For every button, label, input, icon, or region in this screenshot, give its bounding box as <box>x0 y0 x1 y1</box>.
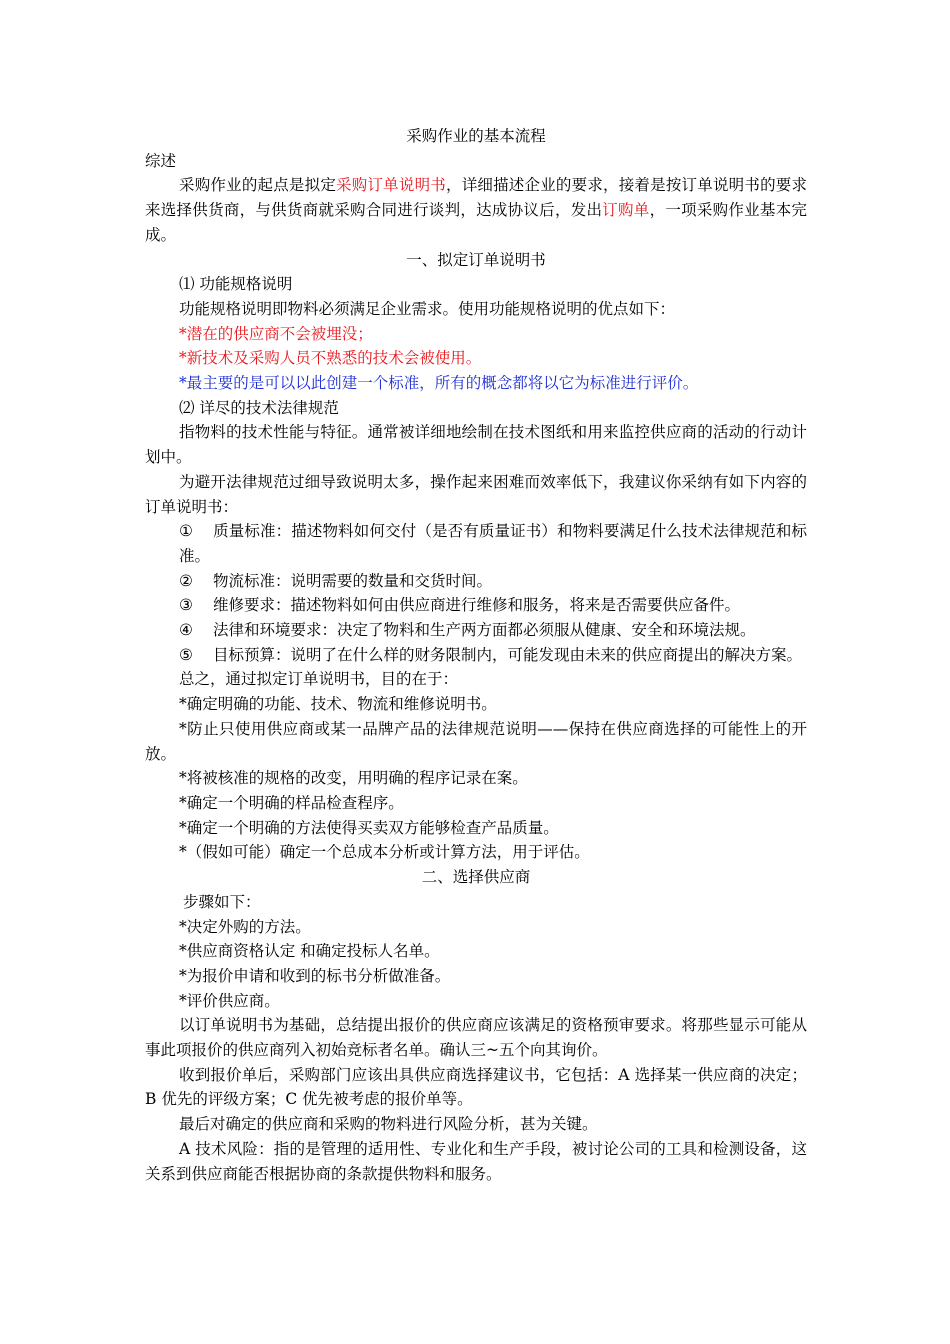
goal-item: *防止只使用供应商或某一品牌产品的法律规范说明——保持在供应商选择的可能性上的开放。 <box>145 719 807 763</box>
advantage-item: *新技术及采购人员不熟悉的技术会被使用。 <box>179 349 482 368</box>
advantage-item: *潜在的供应商不会被埋没； <box>179 324 373 343</box>
section1-sub1-title: ⑴ 功能规格说明 <box>179 275 293 294</box>
section2-paragraph: 收到报价单后，采购部门应该出具供应商选择建议书，它包括：A 选择某一供应商的决定；B 优先的评级方案；C 优先被考虑的报价单等。 <box>145 1065 807 1109</box>
section2-paragraph: A 技术风险：指的是管理的适用性、专业化和生产手段，被讨论公司的工具和检测设备，这关系到供应商能否根据协商的条款提供物料和服务。 <box>145 1139 807 1183</box>
overview-text-3: ，一项采购作业基本完成。 <box>145 201 807 244</box>
overview-paragraph <box>145 173 807 247</box>
section1-advice: 为避开法律规范过细导致说明太多，操作起来困难而效率低下，我建议你采纳有如下内容的订单说明书： <box>145 472 807 516</box>
section2-paragraph: 以订单说明书为基础，总结提出报价的供应商应该满足的资格预审要求。将那些显示可能从事此项报价的供应商列入初始竞标者名单。确认三~五个向其询价。 <box>145 1016 807 1060</box>
item-number: ② <box>179 571 193 590</box>
purchase-order-term: 订购单 <box>602 201 650 220</box>
section2-heading: 二、选择供应商 <box>421 868 531 887</box>
step-item: *供应商资格认定 和确定投标人名单。 <box>179 942 440 961</box>
item-number: ④ <box>179 621 193 640</box>
numbered-item <box>145 569 807 594</box>
numbered-item <box>145 618 807 643</box>
section2-paragraph: 最后对确定的供应商和采购的物料进行风险分析，甚为关键。 <box>179 1115 598 1134</box>
item-text: 目标预算：说明了在什么样的财务限制内，可能发现由未来的供应商提出的解决方案。 <box>213 645 803 664</box>
item-text: 法律和环境要求：决定了物料和生产两方面都必须服从健康、安全和环境法规。 <box>213 621 756 640</box>
section1-sub2-text: 指物料的技术性能与特征。通常被详细地绘制在技术图纸和用来监控供应商的活动的行动计划中。 <box>145 423 807 467</box>
numbered-item <box>145 593 807 618</box>
numbered-item <box>145 643 807 668</box>
overview-text-2: ，详细描述企业的要求，接着是按订单说明书的要求来选择供货商，与供货商就采购合同进行谈判，达成协议后，发出 <box>145 176 807 220</box>
item-number: ⑤ <box>179 645 193 664</box>
section1-sub1-text: 功能规格说明即物料必须满足企业需求。使用功能规格说明的优点如下： <box>179 299 676 318</box>
item-number: ① <box>179 522 193 541</box>
section2-steps-intro: 步骤如下： <box>183 892 261 911</box>
section1-sub2-title: ⑵ 详尽的技术法律规范 <box>179 398 339 417</box>
item-number: ③ <box>179 596 193 615</box>
goal-item: *确定一个明确的方法使得买卖双方能够检查产品质量。 <box>179 818 559 837</box>
advantage-item: *最主要的是可以以此创建一个标准，所有的概念都将以它为标准进行评价。 <box>179 374 699 393</box>
step-item: *为报价申请和收到的标书分析做准备。 <box>179 966 451 985</box>
section1-summary: 总之，通过拟定订单说明书，目的在于： <box>179 670 459 689</box>
overview-heading: 综述 <box>145 151 177 170</box>
section1-heading: 一、拟定订单说明书 <box>406 250 546 269</box>
item-text: 物流标准：说明需要的数量和交货时间。 <box>213 571 493 590</box>
step-item: *决定外购的方法。 <box>179 917 311 936</box>
goal-item: *确定明确的功能、技术、物流和维修说明书。 <box>179 695 497 714</box>
goal-item: *将被核准的规格的改变，用明确的程序记录在案。 <box>179 769 528 788</box>
goal-item: *（假如可能）确定一个总成本分析或计算方法，用于评估。 <box>179 843 590 862</box>
document-title: 采购作业的基本流程 <box>406 127 546 145</box>
overview-text-1: 采购作业的起点是拟定 <box>179 176 337 195</box>
numbered-item <box>145 519 807 568</box>
purchase-order-spec-term: 采购订单说明书 <box>336 176 446 195</box>
step-item: *评价供应商。 <box>179 991 280 1010</box>
document-page <box>145 124 807 1186</box>
item-text: 维修要求：描述物料如何由供应商进行维修和服务，将来是否需要供应备件。 <box>213 596 741 615</box>
goal-item: *确定一个明确的样品检查程序。 <box>179 793 404 812</box>
item-text: 质量标准：描述物料如何交付（是否有质量证书）和物料要满足什么技术法律规范和标准。 <box>179 522 807 565</box>
